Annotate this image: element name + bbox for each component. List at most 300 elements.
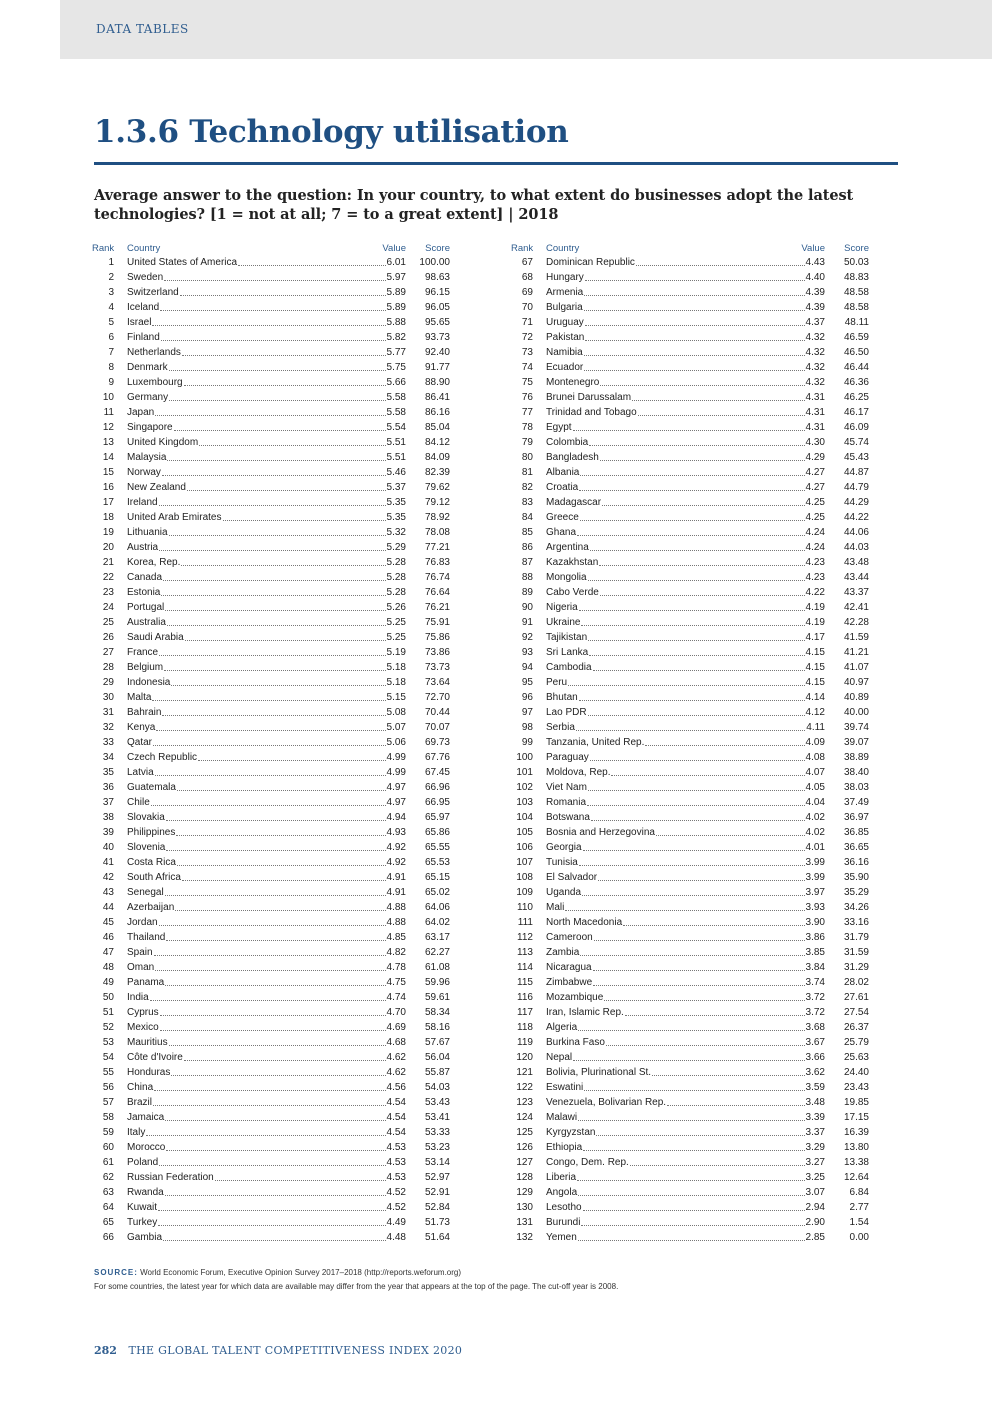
table-row xyxy=(92,315,450,330)
rank-cell: 81 xyxy=(521,467,533,478)
table-row xyxy=(511,1170,869,1185)
value-cell: 4.54 xyxy=(386,1112,406,1123)
country-name: Côte d'Ivoire xyxy=(127,1052,183,1063)
score-cell: 100.00 xyxy=(419,257,450,268)
country-cell xyxy=(127,435,387,450)
rank-cell: 27 xyxy=(102,647,114,658)
score-cell: 65.53 xyxy=(424,857,450,868)
table-row xyxy=(511,480,869,495)
country-name: Nepal xyxy=(546,1052,573,1063)
value-cell: 4.27 xyxy=(805,482,825,493)
country-cell xyxy=(546,345,806,360)
score-cell: 58.34 xyxy=(424,1007,450,1018)
rank-cell: 124 xyxy=(516,1112,533,1123)
table-row xyxy=(92,570,450,585)
score-cell: 44.03 xyxy=(843,542,869,553)
dot-leader xyxy=(590,540,805,551)
table-row xyxy=(511,1080,869,1095)
score-cell: 73.64 xyxy=(424,677,450,688)
country-name: Moldova, Rep. xyxy=(546,767,611,778)
value-cell: 4.52 xyxy=(386,1187,406,1198)
value-cell: 4.31 xyxy=(805,422,825,433)
country-cell xyxy=(546,810,806,825)
country-header: Country xyxy=(546,243,580,254)
table-row xyxy=(511,255,869,270)
country-name: Qatar xyxy=(127,737,153,748)
table-row xyxy=(511,1215,869,1230)
country-name: Croatia xyxy=(546,482,579,493)
dot-leader xyxy=(565,900,805,911)
rank-cell: 84 xyxy=(521,512,533,523)
score-cell: 82.39 xyxy=(424,467,450,478)
country-name: China xyxy=(127,1082,154,1093)
country-cell xyxy=(127,1020,387,1035)
rank-cell: 129 xyxy=(516,1187,533,1198)
dot-leader xyxy=(623,915,805,926)
country-name: Egypt xyxy=(546,422,572,433)
country-cell xyxy=(127,450,387,465)
country-cell xyxy=(546,870,806,885)
value-cell: 5.18 xyxy=(386,662,406,673)
country-cell xyxy=(127,930,387,945)
country-name: Sweden xyxy=(127,272,164,283)
table-row xyxy=(92,1215,450,1230)
rank-cell: 108 xyxy=(516,872,533,883)
score-cell: 19.85 xyxy=(843,1097,869,1108)
value-cell: 5.25 xyxy=(386,617,406,628)
table-row xyxy=(92,345,450,360)
table-row xyxy=(511,840,869,855)
country-cell xyxy=(546,270,806,285)
value-cell: 4.39 xyxy=(805,287,825,298)
score-cell: 46.59 xyxy=(843,332,869,343)
value-cell: 3.67 xyxy=(805,1037,825,1048)
table-row xyxy=(511,975,869,990)
table-row xyxy=(511,450,869,465)
table-row xyxy=(92,555,450,570)
country-cell xyxy=(127,480,387,495)
country-name: Ireland xyxy=(127,497,158,508)
table-row xyxy=(511,765,869,780)
source-text: World Economic Forum, Executive Opinion Survey 2017–2018 (http://reports.weforum.org) xyxy=(140,1268,462,1277)
country-cell xyxy=(546,930,806,945)
table-row xyxy=(511,435,869,450)
table-row xyxy=(511,570,869,585)
country-name: Philippines xyxy=(127,827,176,838)
value-cell: 4.15 xyxy=(805,677,825,688)
dot-leader xyxy=(588,705,805,716)
country-cell xyxy=(127,945,387,960)
score-cell: 33.16 xyxy=(843,917,869,928)
score-cell: 48.83 xyxy=(843,272,869,283)
value-cell: 4.54 xyxy=(386,1097,406,1108)
country-name: Kenya xyxy=(127,722,156,733)
dot-leader xyxy=(154,1080,386,1091)
dot-leader xyxy=(153,1095,386,1106)
country-cell xyxy=(127,525,387,540)
value-cell: 4.99 xyxy=(386,767,406,778)
score-cell: 52.91 xyxy=(424,1187,450,1198)
rank-cell: 40 xyxy=(102,842,114,853)
rank-cell: 47 xyxy=(102,947,114,958)
score-cell: 59.61 xyxy=(424,992,450,1003)
table-row xyxy=(92,990,450,1005)
country-cell xyxy=(127,795,387,810)
rank-cell: 98 xyxy=(521,722,533,733)
dot-leader xyxy=(596,1125,805,1136)
score-cell: 6.84 xyxy=(849,1187,869,1198)
rank-cell: 16 xyxy=(102,482,114,493)
rank-cell: 118 xyxy=(517,1022,533,1033)
dot-leader xyxy=(155,960,386,971)
country-cell xyxy=(127,1050,387,1065)
value-cell: 5.28 xyxy=(386,587,406,598)
country-cell xyxy=(546,780,806,795)
rank-cell: 26 xyxy=(102,632,114,643)
country-name: Peru xyxy=(546,677,568,688)
country-cell xyxy=(127,975,387,990)
table-row xyxy=(92,720,450,735)
table-row xyxy=(511,990,869,1005)
value-cell: 4.93 xyxy=(386,827,406,838)
dot-leader xyxy=(589,435,805,446)
score-cell: 46.36 xyxy=(843,377,869,388)
score-cell: 70.07 xyxy=(424,722,450,733)
value-cell: 5.51 xyxy=(386,452,406,463)
value-cell: 4.52 xyxy=(386,1202,406,1213)
country-name: Estonia xyxy=(127,587,161,598)
value-cell: 5.58 xyxy=(386,392,406,403)
score-cell: 84.12 xyxy=(424,437,450,448)
table-row xyxy=(92,630,450,645)
publication-title: THE GLOBAL TALENT COMPETITIVENESS INDEX 2020 xyxy=(128,1344,463,1357)
dot-leader xyxy=(589,645,805,656)
value-cell: 5.75 xyxy=(386,362,406,373)
value-cell: 4.99 xyxy=(386,752,406,763)
country-name: Czech Republic xyxy=(127,752,198,763)
table-body xyxy=(92,255,450,1245)
rank-cell: 95 xyxy=(521,677,533,688)
score-cell: 51.64 xyxy=(424,1232,450,1243)
footnote xyxy=(94,1266,914,1294)
rank-cell: 67 xyxy=(521,257,533,268)
country-cell xyxy=(546,555,806,570)
country-name: Switzerland xyxy=(127,287,179,298)
value-cell: 4.70 xyxy=(386,1007,406,1018)
table-row xyxy=(511,465,869,480)
score-cell: 92.40 xyxy=(424,347,450,358)
country-cell xyxy=(127,420,387,435)
rank-cell: 6 xyxy=(108,332,114,343)
dot-leader xyxy=(152,690,386,701)
country-name: Spain xyxy=(127,947,153,958)
value-cell: 4.24 xyxy=(805,542,825,553)
country-cell xyxy=(546,825,806,840)
dot-leader xyxy=(604,990,805,1001)
dot-leader xyxy=(165,1185,386,1196)
value-cell: 4.75 xyxy=(386,977,406,988)
score-cell: 26.37 xyxy=(843,1022,869,1033)
dot-leader xyxy=(166,1140,386,1151)
country-name: Japan xyxy=(127,407,155,418)
score-cell: 63.17 xyxy=(424,932,450,943)
value-cell: 5.19 xyxy=(386,647,406,658)
rank-cell: 103 xyxy=(516,797,533,808)
country-name: Netherlands xyxy=(127,347,181,358)
value-cell: 3.62 xyxy=(805,1067,825,1078)
table-row xyxy=(92,615,450,630)
rank-cell: 79 xyxy=(521,437,533,448)
dot-leader xyxy=(159,540,386,551)
value-cell: 5.35 xyxy=(386,497,406,508)
value-cell: 4.92 xyxy=(386,842,406,853)
table-row xyxy=(511,600,869,615)
table-row xyxy=(92,1020,450,1035)
dot-leader xyxy=(223,510,387,521)
country-cell xyxy=(127,630,387,645)
table-row xyxy=(92,1110,450,1125)
rank-cell: 78 xyxy=(521,422,533,433)
score-cell: 16.39 xyxy=(843,1127,869,1138)
rank-cell: 23 xyxy=(102,587,114,598)
score-cell: 42.28 xyxy=(843,617,869,628)
rank-cell: 39 xyxy=(102,827,114,838)
dot-leader xyxy=(165,885,386,896)
country-cell xyxy=(546,990,806,1005)
rank-cell: 22 xyxy=(102,572,114,583)
rank-cell: 89 xyxy=(521,587,533,598)
country-cell xyxy=(127,1200,387,1215)
table-row xyxy=(92,480,450,495)
ranking-table-right xyxy=(511,243,869,1245)
table-row xyxy=(511,1095,869,1110)
country-name: Denmark xyxy=(127,362,168,373)
dot-leader xyxy=(159,1155,386,1166)
page-number: 282 xyxy=(94,1344,117,1357)
country-name: Tajikistan xyxy=(546,632,588,643)
value-cell: 3.07 xyxy=(805,1187,825,1198)
value-cell: 5.29 xyxy=(386,542,406,553)
country-name: Sri Lanka xyxy=(546,647,589,658)
table-row xyxy=(511,1065,869,1080)
country-name: Korea, Rep. xyxy=(127,557,181,568)
rank-cell: 32 xyxy=(102,722,114,733)
rank-cell: 119 xyxy=(517,1037,533,1048)
country-cell xyxy=(127,360,387,375)
value-cell: 3.93 xyxy=(805,902,825,913)
score-cell: 51.73 xyxy=(424,1217,450,1228)
dot-leader xyxy=(167,450,386,461)
table-row xyxy=(511,1125,869,1140)
country-name: Botswana xyxy=(546,812,590,823)
table-row xyxy=(511,645,869,660)
rank-cell: 104 xyxy=(516,812,533,823)
table-row xyxy=(92,690,450,705)
rank-cell: 20 xyxy=(102,542,114,553)
country-cell xyxy=(546,300,806,315)
rank-cell: 46 xyxy=(102,932,114,943)
table-row xyxy=(511,555,869,570)
country-cell xyxy=(546,795,806,810)
country-cell xyxy=(546,1050,806,1065)
rank-cell: 109 xyxy=(516,887,533,898)
score-cell: 72.70 xyxy=(424,692,450,703)
table-row xyxy=(511,1200,869,1215)
table-row xyxy=(511,615,869,630)
rank-cell: 63 xyxy=(102,1187,114,1198)
table-row xyxy=(92,825,450,840)
rank-cell: 117 xyxy=(517,1007,533,1018)
score-cell: 43.48 xyxy=(843,557,869,568)
country-cell xyxy=(127,570,387,585)
country-name: Portugal xyxy=(127,602,165,613)
country-name: Panama xyxy=(127,977,165,988)
table-row xyxy=(92,300,450,315)
score-cell: 1.54 xyxy=(849,1217,869,1228)
rank-cell: 1 xyxy=(108,257,114,268)
table-row xyxy=(92,1125,450,1140)
table-row xyxy=(92,585,450,600)
country-name: Slovakia xyxy=(127,812,165,823)
dot-leader xyxy=(156,720,386,731)
country-name: Rwanda xyxy=(127,1187,164,1198)
country-cell xyxy=(546,945,806,960)
dot-leader xyxy=(165,975,386,986)
rank-cell: 112 xyxy=(517,932,533,943)
country-name: Cabo Verde xyxy=(546,587,599,598)
score-cell: 45.74 xyxy=(843,437,869,448)
rank-cell: 61 xyxy=(102,1157,114,1168)
value-cell: 4.91 xyxy=(386,872,406,883)
rank-cell: 60 xyxy=(102,1142,114,1153)
country-cell xyxy=(127,1140,387,1155)
country-name: Bhutan xyxy=(546,692,578,703)
country-name: France xyxy=(127,647,159,658)
score-cell: 55.87 xyxy=(424,1067,450,1078)
table-row xyxy=(92,1155,450,1170)
rank-cell: 87 xyxy=(521,557,533,568)
score-cell: 76.64 xyxy=(424,587,450,598)
header-band xyxy=(60,0,992,59)
table-row xyxy=(92,1140,450,1155)
value-cell: 3.72 xyxy=(805,992,825,1003)
table-row xyxy=(92,1095,450,1110)
score-cell: 43.37 xyxy=(843,587,869,598)
dot-leader xyxy=(160,300,386,311)
rank-cell: 13 xyxy=(102,437,114,448)
value-cell: 3.72 xyxy=(805,1007,825,1018)
score-cell: 86.41 xyxy=(424,392,450,403)
country-cell xyxy=(546,1155,806,1170)
country-name: North Macedonia xyxy=(546,917,623,928)
value-cell: 4.05 xyxy=(805,782,825,793)
country-cell xyxy=(127,645,387,660)
country-cell xyxy=(127,885,387,900)
value-cell: 3.86 xyxy=(805,932,825,943)
score-cell: 64.06 xyxy=(424,902,450,913)
score-cell: 50.03 xyxy=(843,257,869,268)
score-cell: 62.27 xyxy=(424,947,450,958)
country-name: Malaysia xyxy=(127,452,167,463)
score-cell: 44.87 xyxy=(843,467,869,478)
rank-cell: 56 xyxy=(102,1082,114,1093)
dot-leader xyxy=(167,615,386,626)
country-cell xyxy=(127,1125,387,1140)
country-cell xyxy=(546,1230,806,1245)
country-cell xyxy=(127,825,387,840)
rank-cell: 17 xyxy=(102,497,114,508)
score-cell: 67.76 xyxy=(424,752,450,763)
ranking-table-left xyxy=(92,243,450,1245)
source-label: SOURCE: xyxy=(94,1268,138,1277)
table-row xyxy=(511,690,869,705)
table-row xyxy=(92,1170,450,1185)
country-name: Saudi Arabia xyxy=(127,632,184,643)
country-name: Romania xyxy=(546,797,587,808)
country-cell xyxy=(546,255,806,270)
value-cell: 4.30 xyxy=(805,437,825,448)
rank-cell: 121 xyxy=(516,1067,533,1078)
value-cell: 4.62 xyxy=(386,1067,406,1078)
score-cell: 54.03 xyxy=(424,1082,450,1093)
rank-cell: 5 xyxy=(108,317,114,328)
value-cell: 5.35 xyxy=(386,512,406,523)
country-cell xyxy=(546,585,806,600)
rank-cell: 8 xyxy=(108,362,114,373)
country-name: Bolivia, Plurinational St. xyxy=(546,1067,652,1078)
rank-cell: 82 xyxy=(521,482,533,493)
score-cell: 41.59 xyxy=(843,632,869,643)
value-cell: 5.82 xyxy=(386,332,406,343)
value-cell: 4.74 xyxy=(386,992,406,1003)
country-name: Brunei Darussalam xyxy=(546,392,632,403)
value-header: Value xyxy=(801,243,825,254)
value-cell: 3.97 xyxy=(805,887,825,898)
dot-leader xyxy=(159,915,386,926)
dot-leader xyxy=(164,270,386,281)
country-name: Eswatini xyxy=(546,1082,584,1093)
rank-cell: 91 xyxy=(521,617,533,628)
table-row xyxy=(511,720,869,735)
score-cell: 56.04 xyxy=(424,1052,450,1063)
rank-cell: 111 xyxy=(517,917,533,928)
table-row xyxy=(92,510,450,525)
country-name: Argentina xyxy=(546,542,589,553)
country-cell xyxy=(127,1155,387,1170)
value-cell: 4.08 xyxy=(805,752,825,763)
rank-cell: 68 xyxy=(521,272,533,283)
country-name: Ethiopia xyxy=(546,1142,583,1153)
table-row xyxy=(92,405,450,420)
rank-cell: 24 xyxy=(102,602,114,613)
table-row xyxy=(92,330,450,345)
score-cell: 66.95 xyxy=(424,797,450,808)
country-name: Cambodia xyxy=(546,662,592,673)
value-cell: 4.07 xyxy=(805,767,825,778)
country-cell xyxy=(546,375,806,390)
country-cell xyxy=(546,1185,806,1200)
score-cell: 64.02 xyxy=(424,917,450,928)
value-cell: 4.97 xyxy=(386,782,406,793)
country-name: El Salvador xyxy=(546,872,598,883)
country-cell xyxy=(127,495,387,510)
dot-leader xyxy=(171,675,386,686)
score-cell: 65.02 xyxy=(424,887,450,898)
dot-leader xyxy=(198,750,386,761)
country-cell xyxy=(546,1125,806,1140)
table-row xyxy=(511,495,869,510)
country-cell xyxy=(546,855,806,870)
